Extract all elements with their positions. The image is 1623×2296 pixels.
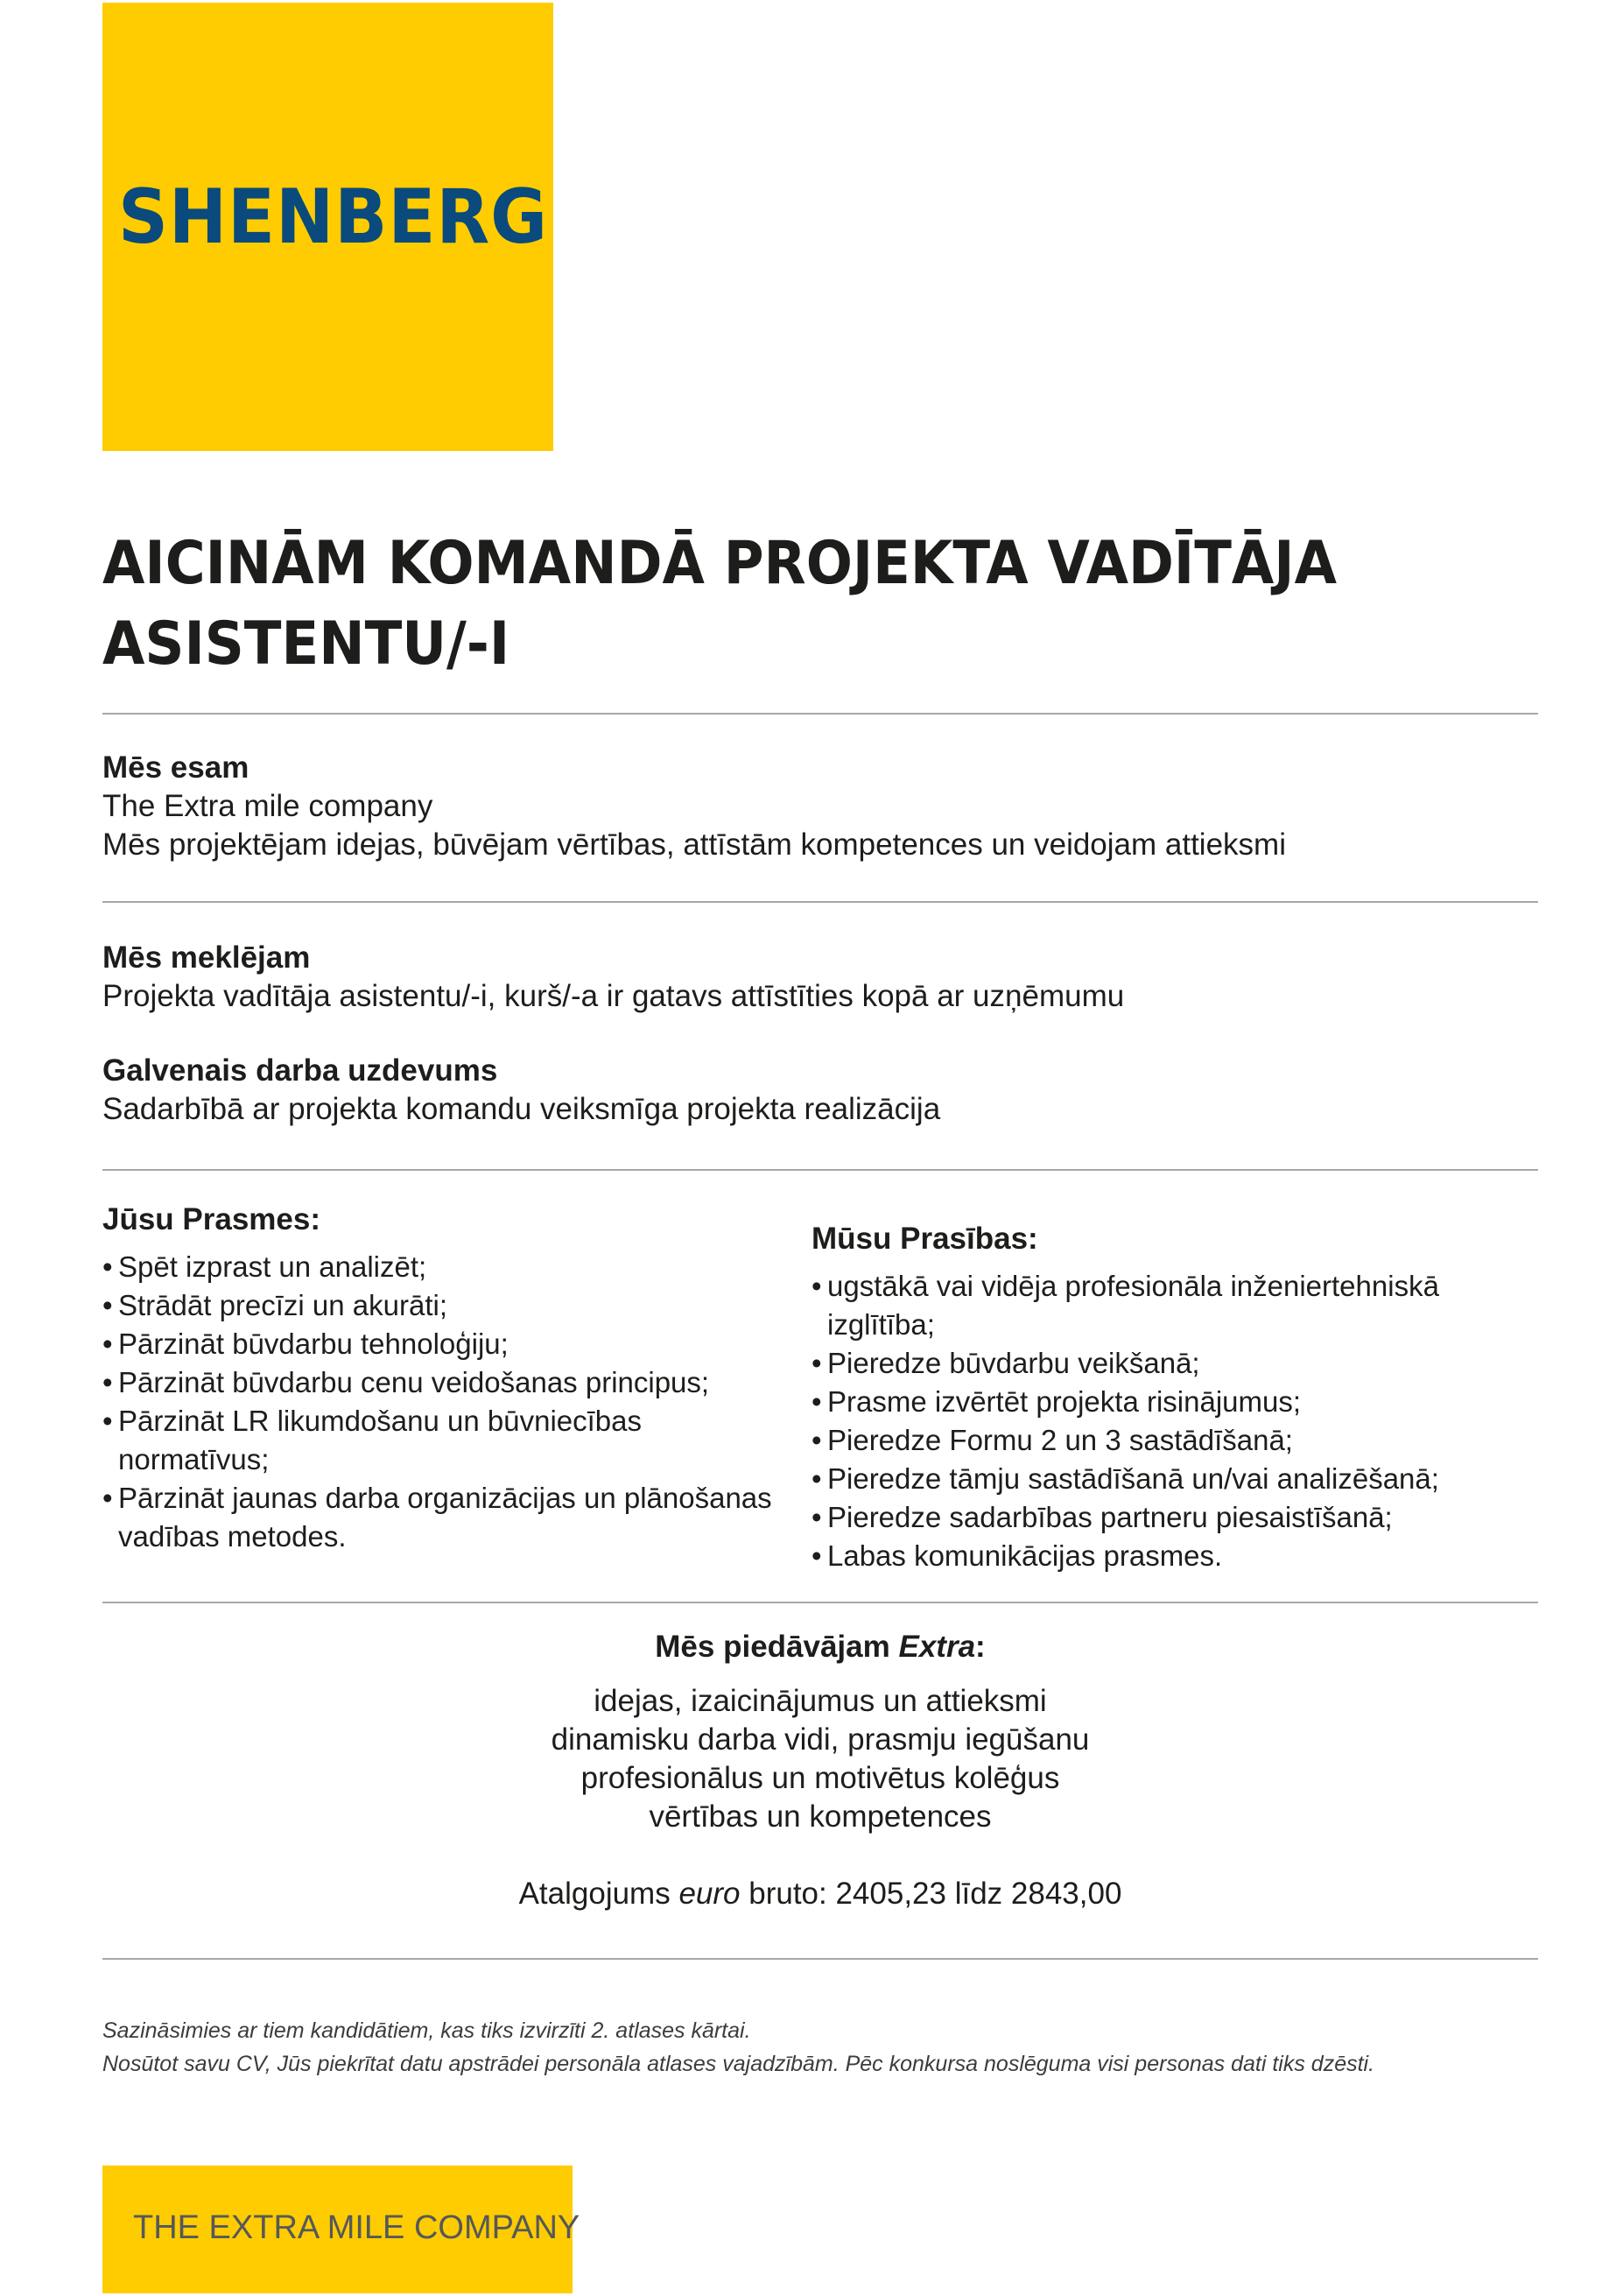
bullet: • [102, 1328, 113, 1360]
list-item: • Pārzināt būvdarbu cenu veidošanas principus; [102, 1363, 785, 1402]
divider [102, 713, 1538, 715]
list-item: • ugstākā vai vidēja profesionāla inženiertehniskā izglītība; [812, 1267, 1475, 1344]
footer-tagline: THE EXTRA MILE COMPANY [133, 2209, 580, 2246]
footer-tagline-box [102, 2166, 580, 2293]
about-line: The Extra mile company [102, 789, 433, 823]
page-title-line1: AICINĀM KOMANDĀ PROJEKTA VADĪTĀJA [102, 529, 1337, 598]
offer-section [102, 1628, 1538, 1913]
list-item: • Pieredze tāmju sastādīšanā un/vai analizēšanā; [812, 1460, 1512, 1498]
skills-list [102, 1248, 785, 1556]
main-task-section [102, 1052, 1538, 1129]
list-item: • Pieredze sadarbības partneru piesaistīšanā; [812, 1498, 1512, 1537]
requirements-list [812, 1267, 1512, 1575]
seeking-section [102, 939, 1538, 1016]
list-item: • Pārzināt LR likumdošanu un būvniecības normatīvus; [102, 1402, 696, 1479]
main-task-heading: Galvenais darba uzdevums [102, 1053, 498, 1088]
notice-line: Nosūtot savu CV, Jūs piekrītat datu apstrādei personāla atlases vajadzībām. Pēc konkursa noslēguma visi personas dati tiks dzēsti. [102, 2052, 1375, 2076]
seeking-text: Projekta vadītāja asistentu/-i, kurš/-a ir gatavs attīstīties kopā ar uzņēmumu [102, 979, 1125, 1013]
bullet: • [102, 1482, 113, 1514]
brand-logo [102, 3, 553, 451]
bullet: • [812, 1424, 822, 1456]
offer-heading: Mēs piedāvājam Extra: [655, 1630, 986, 1664]
list-item: • Strādāt precīzi un akurāti; [102, 1286, 785, 1325]
list-item: • Pieredze Formu 2 un 3 sastādīšanā; [812, 1421, 1512, 1460]
about-heading: Mēs esam [102, 750, 249, 785]
divider [102, 1958, 1538, 1960]
list-item: • Prasme izvērtēt projekta risinājumus; [812, 1383, 1512, 1421]
divider [102, 901, 1538, 903]
page-title [102, 524, 1423, 685]
divider [102, 1169, 1538, 1171]
bullet: • [812, 1501, 822, 1533]
about-section [102, 749, 1538, 864]
about-line: Mēs projektējam idejas, būvējam vērtības, attīstām kompetences un veidojam attieksmi [102, 828, 1286, 862]
offer-line: vērtības un kompetences [649, 1799, 992, 1834]
brand-logo-text: SHENBERG [118, 173, 549, 261]
offer-line: dinamisku darba vidi, prasmju iegūšanu [551, 1722, 1090, 1757]
skills-section [102, 1201, 785, 1556]
list-item: • Pieredze būvdarbu veikšanā; [812, 1344, 1512, 1383]
list-item: • Pārzināt būvdarbu tehnoloģiju; [102, 1325, 785, 1363]
seeking-heading: Mēs meklējam [102, 940, 311, 975]
divider [102, 1602, 1538, 1603]
page-title-line2: ASISTENTU/-I [102, 609, 510, 679]
bullet: • [102, 1405, 113, 1437]
privacy-notice [102, 2014, 1591, 2081]
bullet: • [812, 1385, 822, 1418]
bullet: • [812, 1539, 822, 1572]
bullet: • [102, 1250, 113, 1283]
list-item: • Spēt izprast un analizēt; [102, 1248, 785, 1286]
notice-line: Sazināsimies ar tiem kandidātiem, kas tiks izvirzīti 2. atlases kārtai. [102, 2018, 751, 2043]
offer-line: profesionālus un motivētus kolēģus [580, 1761, 1060, 1795]
list-item: • Pārzināt jaunas darba organizācijas un plānošanas vadības metodes. [102, 1479, 801, 1556]
skills-heading: Jūsu Prasmes: [102, 1202, 321, 1236]
salary-text: Atalgojums euro bruto: 2405,23 līdz 2843,00 [518, 1877, 1122, 1911]
list-item: • Labas komunikācijas prasmes. [812, 1537, 1512, 1575]
bullet: • [812, 1347, 822, 1379]
offer-line: idejas, izaicinājumus un attieksmi [594, 1684, 1047, 1718]
bullet: • [812, 1270, 822, 1302]
main-task-text: Sadarbībā ar projekta komandu veiksmīga projekta realizācija [102, 1092, 941, 1126]
bullet: • [102, 1289, 113, 1321]
bullet: • [102, 1366, 113, 1398]
requirements-section [812, 1220, 1512, 1575]
bullet: • [812, 1462, 822, 1495]
requirements-heading: Mūsu Prasības: [812, 1222, 1038, 1256]
